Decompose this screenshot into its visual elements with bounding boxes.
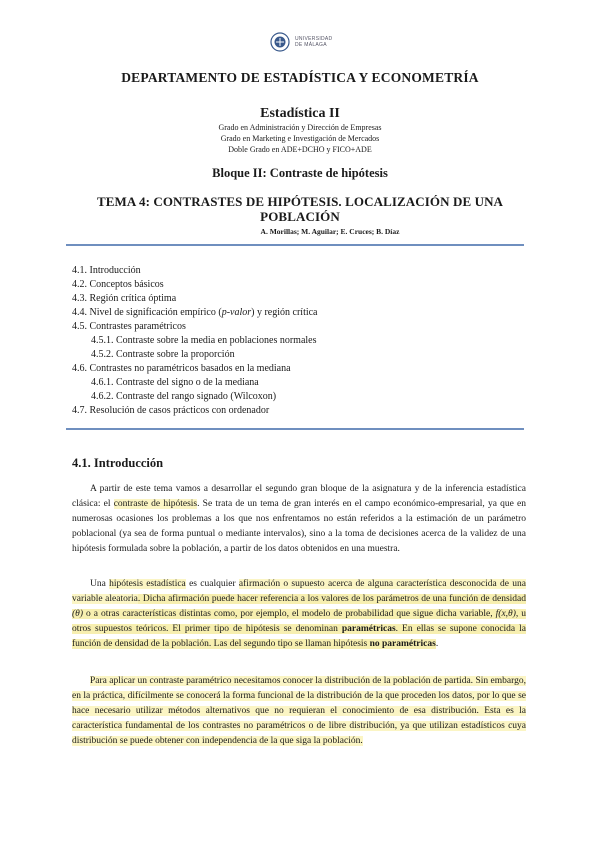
- toc-item: 4.4. Nivel de significación empírico (p-valor) y región crítica: [72, 307, 318, 318]
- term-non-parametric: no paramétricas: [369, 639, 436, 649]
- degree-line: Doble Grado en ADE+DCHO y FICO+ADE: [228, 145, 372, 154]
- topic-title: TEMA 4: CONTRASTES DE HIPÓTESIS. LOCALIZACIÓN DE UNA POBLACIÓN: [96, 194, 504, 224]
- theta-symbol: (θ): [72, 609, 83, 619]
- toc-item: 4.1. Introducción: [72, 265, 141, 276]
- density-function: f(x,θ): [495, 609, 516, 619]
- divider-top: [66, 244, 524, 246]
- degree-line: Grado en Administración y Dirección de Empresas: [218, 123, 382, 132]
- p-value-term: p-valor: [221, 307, 252, 318]
- table-of-contents: [72, 264, 318, 418]
- toc-item: 4.6. Contrastes no paramétricos basados en la mediana: [72, 363, 291, 374]
- university-logo: [270, 32, 332, 52]
- toc-subitem: 4.6.1. Contraste del signo o de la mediana: [91, 377, 259, 388]
- term-parametric: paramétricas: [341, 624, 396, 634]
- toc-subitem: 4.5.1. Contraste sobre la media en poblaciones normales: [91, 335, 317, 346]
- toc-subitem: 4.5.2. Contraste sobre la proporción: [91, 349, 235, 360]
- paragraph-nonparametric: Para aplicar un contraste paramétrico necesitamos conocer la distribución de la población de partida. Sin embargo, en la práctica, difícilmente se conocerá la forma funcional de la distribución de la que proceden los datos, por lo que se hace necesario utilizar métodos alternativos que no requieran el conocimiento de esa distribución. Esta es la característica fundamental de los contrastes no paramétricos o de libre distribución, ya que utilizan estadísticos cuya distribución se puede obtener con independencia de la que siga la población.: [72, 676, 526, 746]
- logo-line-1: UNIVERSIDAD: [295, 36, 333, 42]
- toc-item: 4.3. Región crítica óptima: [72, 293, 177, 304]
- university-seal-icon: [270, 32, 290, 52]
- paragraph-definition: Una hipótesis estadística es cualquier afirmación o supuesto acerca de alguna característica desconocida de una variable aleatoria. Dicha afirmación puede hacer referencia a los valores de los parámetros de una función de densidad (θ) o a otras características distintas como, por ejemplo, el modelo de probabilidad que sigue dicha variable, f(x,θ), u otros supuestos teóricos. El primer tipo de hipótesis se denominan paramétricas. En ellas se supone conocida la función de densidad de la población. Las del segundo tipo se llaman hipótesis no paramétricas.: [72, 579, 526, 649]
- block-title: Bloque II: Contraste de hipótesis: [212, 166, 388, 180]
- highlight: contraste de hipótesis: [113, 499, 198, 509]
- course-title: Estadística II: [260, 106, 340, 121]
- toc-subitem: 4.6.2. Contraste del rango signado (Wilcoxon): [91, 391, 277, 402]
- paragraph-intro: A partir de este tema vamos a desarrollar el segundo gran bloque de la asignatura y de la inferencia estadística clásica: el contraste de hipótesis. Se trata de un tema de gran interés en el campo económico-empresarial, ya que en numerosas ocasiones los problemas a los que nos enfrentamos no están referidos a la estimación de un parámetro poblacional (ya sea de forma puntual o mediante intervalos), sino a la toma de decisiones acerca de la validez de una hipótesis formulada sobre la población, a partir de los datos obtenidos en una muestra.: [72, 484, 526, 554]
- toc-item: 4.7. Resolución de casos prácticos con ordenador: [72, 405, 270, 416]
- divider-bottom: [66, 428, 524, 430]
- authors: A. Morillas; M. Aguilar; E. Cruces; B. Díaz: [260, 227, 400, 236]
- degree-line: Grado en Marketing e Investigación de Mercados: [220, 134, 380, 143]
- toc-item: 4.2. Conceptos básicos: [72, 279, 164, 290]
- logo-line-2: DE MÁLAGA: [295, 42, 327, 48]
- highlight: afirmación o supuesto acerca de alguna característica desconocida de una variable aleatoria: [72, 579, 526, 604]
- department-title: DEPARTAMENTO DE ESTADÍSTICA Y ECONOMETRÍA: [121, 70, 479, 85]
- toc-item: 4.5. Contrastes paramétricos: [72, 321, 186, 332]
- section-heading: 4.1. Introducción: [72, 456, 164, 470]
- highlight: hipótesis estadística: [109, 579, 186, 589]
